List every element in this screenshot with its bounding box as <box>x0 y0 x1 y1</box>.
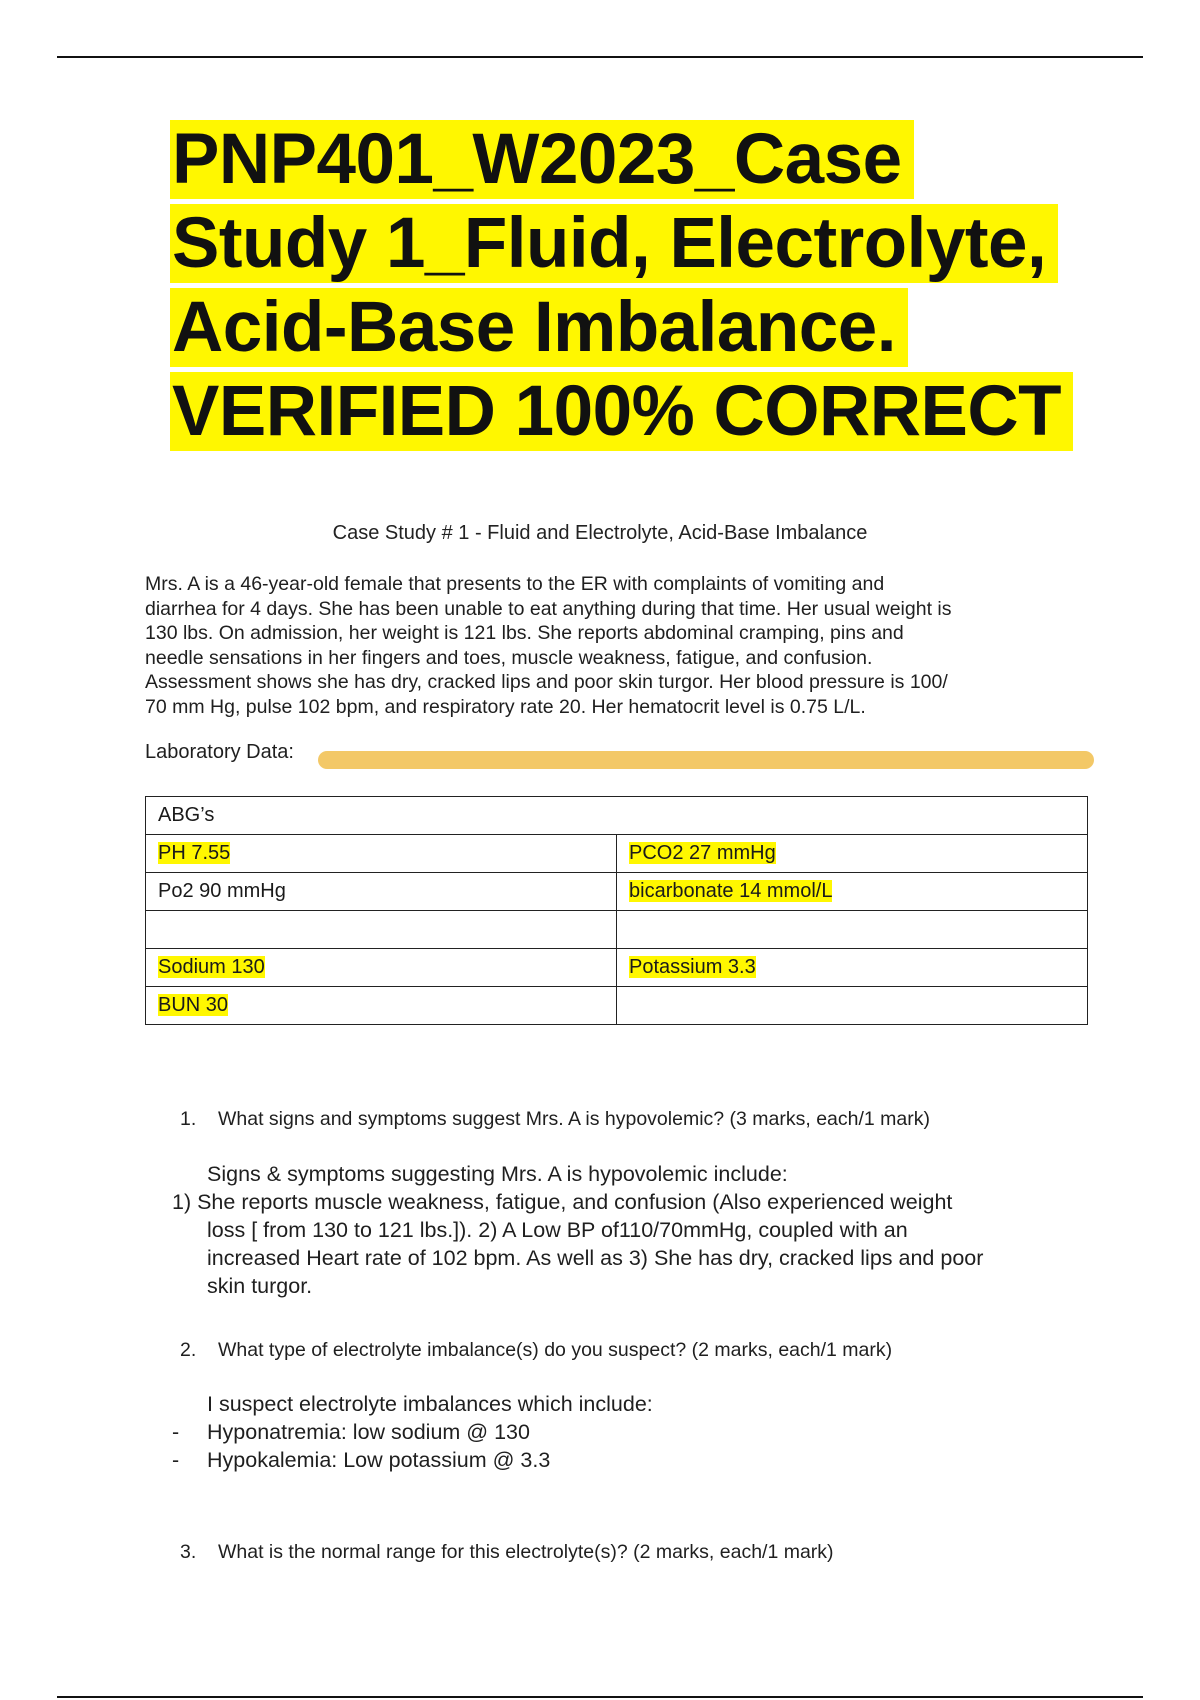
dash: - <box>172 1420 180 1444</box>
potassium-value: Potassium 3.3 <box>629 956 756 978</box>
bullet-item: - Hyponatremia: low sodium @ 130 <box>172 1420 530 1444</box>
table-cell <box>146 911 617 949</box>
title-line: PNP401_W2023_Case <box>170 118 1170 202</box>
table-row <box>146 797 1088 835</box>
case-description <box>145 572 1095 719</box>
bottom-rule <box>57 1696 1143 1698</box>
intro-line: diarrhea for 4 days. She has been unable to eat anything during that time. Her usual weight is <box>145 597 952 620</box>
table-row <box>146 949 1088 987</box>
question-text: What signs and symptoms suggest Mrs. A is hypovolemic? (3 marks, each/1 mark) <box>218 1108 931 1130</box>
answer-line: I suspect electrolyte imbalances which include: <box>207 1392 653 1416</box>
intro-line: needle sensations in her fingers and toes, muscle weakness, fatigue, and confusion. <box>145 646 873 669</box>
answer-2 <box>172 1390 1092 1474</box>
document-title <box>170 118 1170 454</box>
bullet-item: - Hypokalemia: Low potassium @ 3.3 <box>172 1448 551 1472</box>
ph-value: PH 7.55 <box>158 842 231 864</box>
intro-line: 70 mm Hg, pulse 102 bpm, and respiratory rate 20. Her hematocrit level is 0.75 L/L. <box>145 695 866 718</box>
answer-line: increased Heart rate of 102 bpm. As well as 3) She has dry, cracked lips and poor <box>207 1246 984 1270</box>
bun-value: BUN 30 <box>158 994 229 1016</box>
question-2 <box>180 1339 892 1362</box>
pco2-value: PCO2 27 mmHg <box>629 842 776 864</box>
question-1 <box>180 1108 930 1131</box>
table-header-cell: ABG’s <box>146 797 1088 835</box>
table-cell <box>617 911 1088 949</box>
table-row <box>146 987 1088 1025</box>
table-cell <box>617 987 1088 1025</box>
table-cell <box>146 987 617 1025</box>
dash: - <box>172 1448 180 1472</box>
question-text: What type of electrolyte imbalance(s) do you suspect? (2 marks, each/1 mark) <box>218 1339 893 1361</box>
lab-data-label: Laboratory Data: <box>145 741 294 763</box>
question-number: 1. <box>180 1108 197 1130</box>
highlight-bar <box>318 751 1094 769</box>
table-cell <box>146 949 617 987</box>
table-cell <box>146 835 617 873</box>
answer-line: 1) She reports muscle weakness, fatigue, and confusion (Also experienced weight <box>172 1190 953 1214</box>
question-number: 2. <box>180 1339 197 1361</box>
po2-value: Po2 90 mmHg <box>158 880 286 902</box>
table-row <box>146 873 1088 911</box>
intro-line: Assessment shows she has dry, cracked lips and poor skin turgor. Her blood pressure is 100/ <box>145 671 948 693</box>
title-line: Study 1_Fluid, Electrolyte, <box>170 202 1170 286</box>
title-line: Acid-Base Imbalance. <box>170 286 1170 370</box>
table-row <box>146 911 1088 949</box>
title-line: VERIFIED 100% CORRECT <box>170 370 1170 454</box>
table-cell <box>146 873 617 911</box>
answer-line: Signs & symptoms suggesting Mrs. A is hypovolemic include: <box>207 1162 788 1186</box>
answer-1 <box>172 1160 1092 1300</box>
abg-table <box>145 796 1088 1025</box>
question-number: 3. <box>180 1541 197 1563</box>
intro-line: 130 lbs. On admission, her weight is 121 lbs. She reports abdominal cramping, pins and <box>145 622 904 644</box>
bicarbonate-value: bicarbonate 14 mmol/L <box>629 880 833 902</box>
answer-line: skin turgor. <box>207 1274 313 1298</box>
table-row <box>146 835 1088 873</box>
question-3 <box>180 1541 834 1564</box>
question-text: What is the normal range for this electrolyte(s)? (2 marks, each/1 mark) <box>218 1541 834 1563</box>
top-rule <box>57 56 1143 58</box>
answer-line: loss [ from 130 to 121 lbs.]). 2) A Low BP of110/70mmHg, coupled with an <box>207 1218 908 1242</box>
sodium-value: Sodium 130 <box>158 956 265 978</box>
table-cell <box>617 949 1088 987</box>
case-study-heading: Case Study # 1 - Fluid and Electrolyte, Acid-Base Imbalance <box>332 522 868 544</box>
table-cell <box>617 873 1088 911</box>
intro-line: Mrs. A is a 46-year-old female that presents to the ER with complaints of vomiting and <box>145 573 885 595</box>
table-cell <box>617 835 1088 873</box>
